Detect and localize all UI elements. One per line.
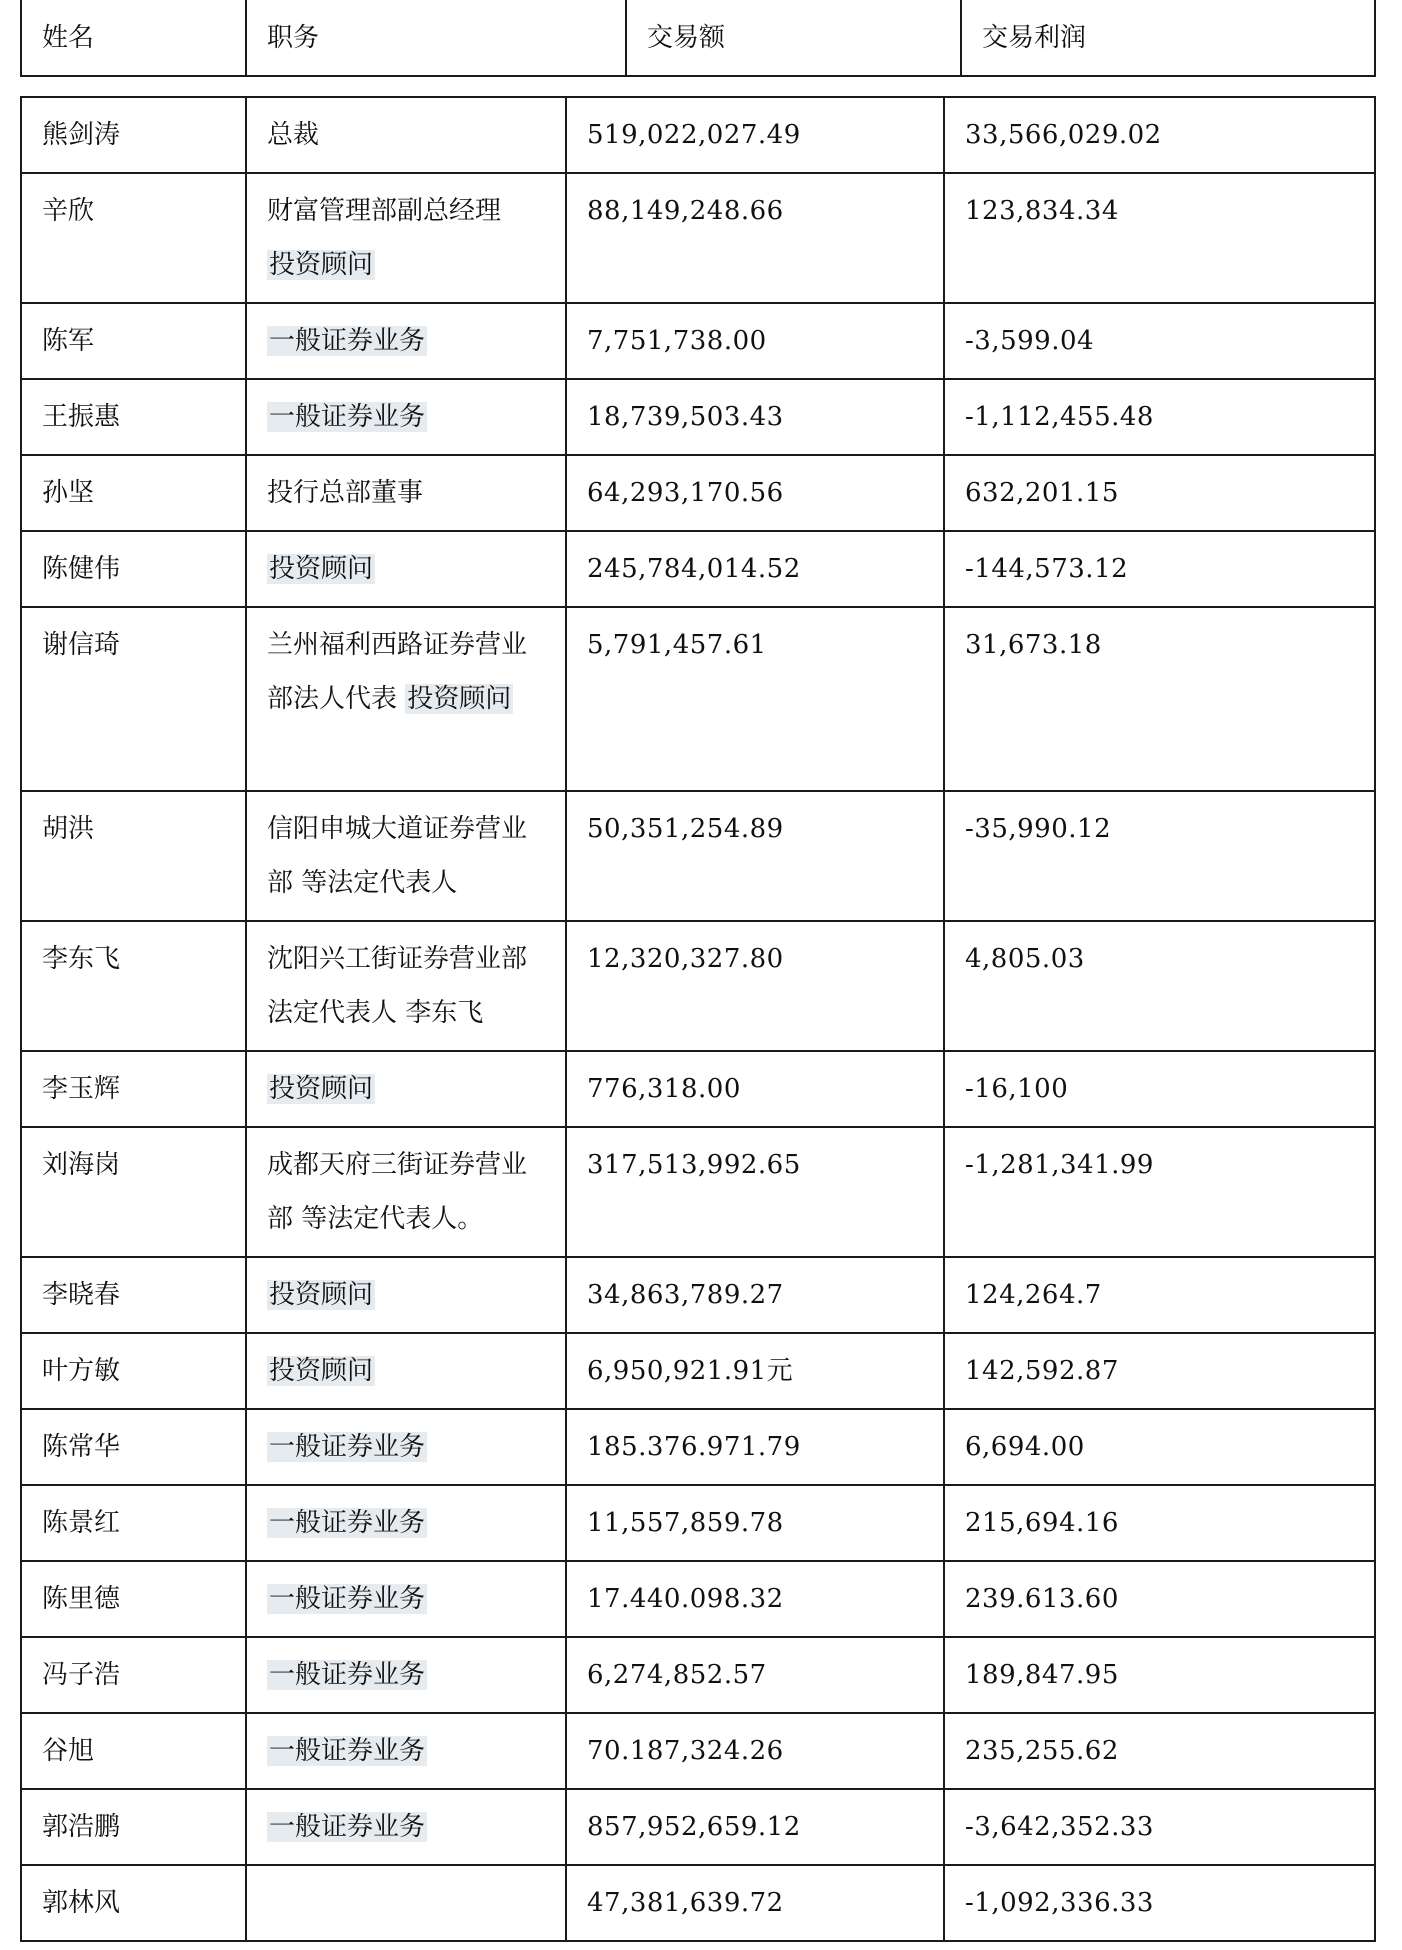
cell-amount: 245,784,014.52: [566, 531, 944, 607]
position-text: 一般证券业务: [269, 1584, 426, 1614]
cell-amount: 12,320,327.80: [566, 921, 944, 1051]
cell-name: 辛欣: [21, 173, 246, 303]
cell-name: 郭浩鹏: [21, 1789, 246, 1865]
cell-name: 李玉辉: [21, 1051, 246, 1127]
header-table: [20, 0, 1376, 77]
table-row: [21, 607, 1375, 791]
cell-name: 谢信琦: [21, 607, 246, 791]
position-text: 一般证券业务: [269, 1660, 426, 1690]
cell-amount: 70.187,324.26: [566, 1713, 944, 1789]
cell-profit: -3,599.04: [944, 303, 1375, 379]
header-profit: 交易利润: [961, 0, 1375, 76]
cell-name: 熊剑涛: [21, 97, 246, 173]
cell-name: 郭林风: [21, 1865, 246, 1941]
cell-name: 谷旭: [21, 1713, 246, 1789]
cell-amount: 519,022,027.49: [566, 97, 944, 173]
position-text: 投资顾问: [269, 1280, 374, 1310]
table-row: [21, 1127, 1375, 1257]
cell-position: [246, 1127, 566, 1257]
cell-profit: -16,100: [944, 1051, 1375, 1127]
cell-profit: 6,694.00: [944, 1409, 1375, 1485]
cell-profit: -3,642,352.33: [944, 1789, 1375, 1865]
cell-amount: 17.440.098.32: [566, 1561, 944, 1637]
table-row: [21, 1789, 1375, 1865]
table-row: [21, 97, 1375, 173]
cell-profit: 124,264.7: [944, 1257, 1375, 1333]
position-text: 一般证券业务: [269, 326, 426, 356]
cell-position: [246, 1333, 566, 1409]
position-text: 一般证券业务: [269, 1736, 426, 1766]
cell-position: [246, 607, 566, 791]
cell-amount: 5,791,457.61: [566, 607, 944, 791]
cell-profit: 4,805.03: [944, 921, 1375, 1051]
position-text: 一般证券业务: [269, 1812, 426, 1842]
cell-profit: 123,834.34: [944, 173, 1375, 303]
cell-amount: 11,557,859.78: [566, 1485, 944, 1561]
position-text: 兰州福利西路证券营业部法人代表: [267, 630, 528, 714]
cell-amount: 88,149,248.66: [566, 173, 944, 303]
position-text: 总裁: [267, 120, 320, 150]
cell-name: 胡洪: [21, 791, 246, 921]
table-row: [21, 303, 1375, 379]
cell-profit: -1,112,455.48: [944, 379, 1375, 455]
cell-name: 冯子浩: [21, 1637, 246, 1713]
table-row: [21, 1257, 1375, 1333]
position-text: 信阳申城大道证券营业部 等法定代表人: [267, 814, 528, 898]
table-row: [21, 173, 1375, 303]
cell-profit: 33,566,029.02: [944, 97, 1375, 173]
position-text: 一般证券业务: [269, 402, 426, 432]
table-row: [21, 1409, 1375, 1485]
cell-name: 叶方敏: [21, 1333, 246, 1409]
cell-amount: 7,751,738.00: [566, 303, 944, 379]
cell-name: 李晓春: [21, 1257, 246, 1333]
table-row: [21, 1865, 1375, 1941]
table-row: [21, 1561, 1375, 1637]
position-text: 一般证券业务: [269, 1432, 426, 1462]
cell-name: 陈军: [21, 303, 246, 379]
cell-amount: 6,274,852.57: [566, 1637, 944, 1713]
cell-position: [246, 791, 566, 921]
cell-position: [246, 97, 566, 173]
cell-name: 陈里德: [21, 1561, 246, 1637]
table-row: [21, 1051, 1375, 1127]
cell-amount: 18,739,503.43: [566, 379, 944, 455]
cell-name: 陈常华: [21, 1409, 246, 1485]
cell-amount: 47,381,639.72: [566, 1865, 944, 1941]
position-text-secondary: 投资顾问: [269, 250, 374, 280]
position-text-secondary: 投资顾问: [407, 684, 512, 714]
cell-position: [246, 1865, 566, 1941]
table-row: [21, 379, 1375, 455]
cell-amount: 50,351,254.89: [566, 791, 944, 921]
position-text: 沈阳兴工街证券营业部法定代表人 李东飞: [267, 944, 528, 1028]
cell-position: [246, 1561, 566, 1637]
cell-position: [246, 379, 566, 455]
table-row: [21, 1333, 1375, 1409]
cell-position: [246, 921, 566, 1051]
cell-position: [246, 1789, 566, 1865]
cell-amount: 185.376.971.79: [566, 1409, 944, 1485]
cell-profit: -1,092,336.33: [944, 1865, 1375, 1941]
position-text: 投行总部董事: [267, 478, 424, 508]
cell-profit: 31,673.18: [944, 607, 1375, 791]
position-text: 投资顾问: [269, 1356, 374, 1386]
table-row: [21, 455, 1375, 531]
cell-name: 刘海岗: [21, 1127, 246, 1257]
cell-name: 陈健伟: [21, 531, 246, 607]
header-position: 职务: [246, 0, 626, 76]
cell-profit: 215,694.16: [944, 1485, 1375, 1561]
cell-name: 王振惠: [21, 379, 246, 455]
cell-profit: 632,201.15: [944, 455, 1375, 531]
cell-position: [246, 455, 566, 531]
cell-profit: -35,990.12: [944, 791, 1375, 921]
cell-amount: 776,318.00: [566, 1051, 944, 1127]
cell-position: [246, 1257, 566, 1333]
data-table: [20, 96, 1376, 1942]
cell-position: [246, 1409, 566, 1485]
cell-name: 李东飞: [21, 921, 246, 1051]
cell-name: 孙坚: [21, 455, 246, 531]
table-row: [21, 791, 1375, 921]
header-name: 姓名: [21, 0, 246, 76]
cell-amount: 6,950,921.91元: [566, 1333, 944, 1409]
cell-amount: 317,513,992.65: [566, 1127, 944, 1257]
cell-profit: 239.613.60: [944, 1561, 1375, 1637]
cell-position: [246, 1051, 566, 1127]
cell-profit: 189,847.95: [944, 1637, 1375, 1713]
position-text: 投资顾问: [269, 1074, 374, 1104]
position-text: 一般证券业务: [269, 1508, 426, 1538]
cell-position: [246, 1637, 566, 1713]
table-row: [21, 1485, 1375, 1561]
position-text: 投资顾问: [269, 554, 374, 584]
position-text: 成都天府三街证券营业部 等法定代表人。: [267, 1150, 528, 1234]
cell-amount: 64,293,170.56: [566, 455, 944, 531]
cell-profit: 142,592.87: [944, 1333, 1375, 1409]
cell-name: 陈景红: [21, 1485, 246, 1561]
cell-profit: -144,573.12: [944, 531, 1375, 607]
table-row: [21, 921, 1375, 1051]
header-row: [21, 0, 1375, 76]
cell-position: [246, 531, 566, 607]
cell-position: [246, 303, 566, 379]
cell-position: [246, 173, 566, 303]
position-text: 财富管理部副总经理: [267, 196, 502, 226]
cell-position: [246, 1485, 566, 1561]
cell-position: [246, 1713, 566, 1789]
table-row: [21, 1637, 1375, 1713]
table-row: [21, 531, 1375, 607]
table-row: [21, 1713, 1375, 1789]
cell-amount: 857,952,659.12: [566, 1789, 944, 1865]
cell-profit: 235,255.62: [944, 1713, 1375, 1789]
header-amount: 交易额: [626, 0, 961, 76]
cell-amount: 34,863,789.27: [566, 1257, 944, 1333]
cell-profit: -1,281,341.99: [944, 1127, 1375, 1257]
